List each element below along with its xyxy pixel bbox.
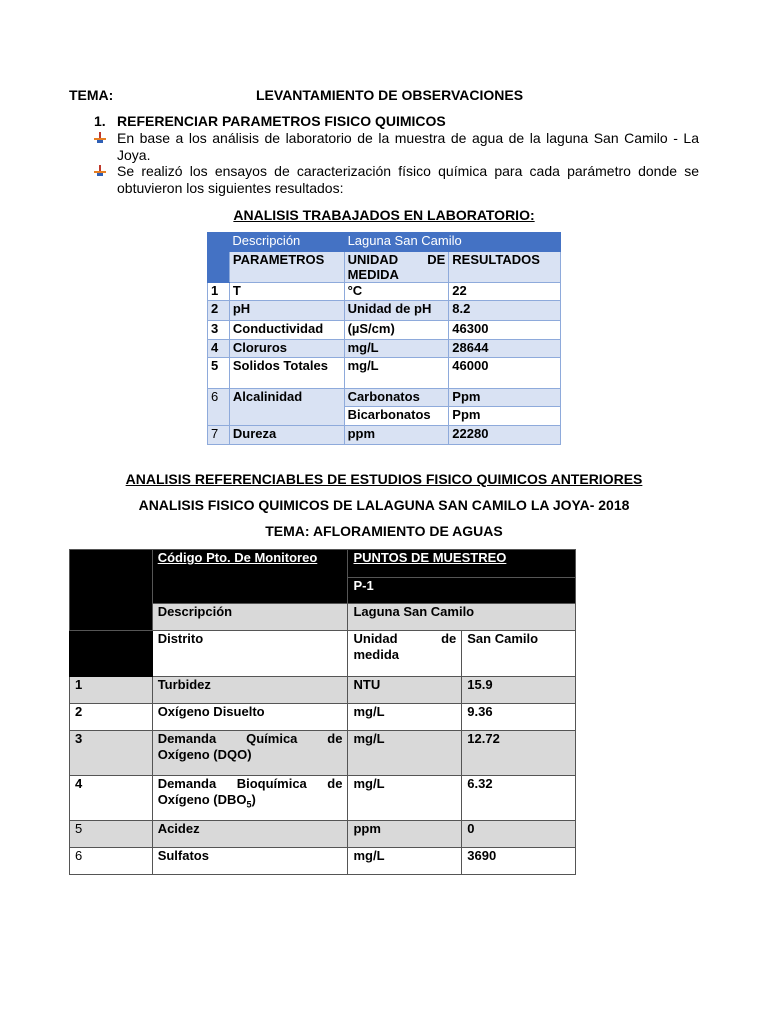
table-row (208, 426, 561, 445)
table-cell: T (229, 283, 344, 301)
table-cell: Turbidez (152, 677, 348, 704)
table-header-row (70, 550, 576, 578)
table-row (70, 731, 576, 776)
table-cell: 4 (208, 340, 230, 358)
table-cell: 3 (70, 731, 153, 776)
table-cell-part (158, 792, 343, 813)
table-cell: mg/L (344, 358, 449, 389)
table-cell: mg/L (348, 776, 462, 821)
bullet-text-1-line1: En base a los análisis de laboratorio de la muestra de agua de la laguna San Camilo - La (117, 130, 699, 146)
table-cell: pH (229, 301, 344, 321)
section-number: 1. (94, 113, 106, 129)
table-cell-part: Bioquímica (236, 776, 307, 791)
table-row (70, 704, 576, 731)
table-cell-part: de (327, 776, 343, 791)
table-cell: (µS/cm) (344, 321, 449, 340)
table-cell: Solidos Totales (229, 358, 344, 389)
table-cell: ppm (344, 426, 449, 445)
table-cell: mg/L (348, 731, 462, 776)
table-row (70, 821, 576, 848)
table1-title (0, 207, 768, 223)
section-title: REFERENCIAR PARAMETROS FISICO QUIMICOS (117, 113, 446, 129)
table-cell: 28644 (449, 340, 561, 358)
table-header-cell: Descripción (152, 604, 348, 631)
table-header-cell (348, 550, 576, 578)
table-corner-cell (208, 233, 230, 283)
table-cell: 3 (208, 321, 230, 340)
table-row (208, 301, 561, 321)
table-cell: 1 (208, 283, 230, 301)
table-cell: 5 (70, 821, 153, 848)
table-cell: 6.32 (462, 776, 576, 821)
table-cell-part: Química (246, 731, 298, 746)
table1-title-text: ANALISIS TRABAJADOS EN LABORATORIO: (233, 207, 535, 223)
table-row (70, 776, 576, 821)
table-header-row (208, 233, 561, 252)
table-header-text: Código Pto. De Monitoreo (157, 550, 318, 565)
table-cell-part: de (327, 731, 343, 746)
table-header-cell (344, 252, 449, 283)
table-subheader-row (208, 252, 561, 283)
table-cell: 9.36 (462, 704, 576, 731)
lab-analysis-table (207, 232, 561, 445)
table-cell: 15.9 (462, 677, 576, 704)
bullet-icon (94, 132, 106, 144)
table-header-cell: San Camilo (462, 631, 576, 677)
table-header-cell: Laguna San Camilo (348, 604, 576, 631)
section2-heading1 (0, 471, 768, 487)
table-cell: Sulfatos (152, 848, 348, 875)
bullet-text-1-line2: Joya. (117, 147, 151, 163)
table-cell: 46300 (449, 321, 561, 340)
table-row (70, 848, 576, 875)
table-cell: 3690 (462, 848, 576, 875)
table-cell-part: Demanda (157, 776, 217, 791)
table-cell: Unidad de pH (344, 301, 449, 321)
section2-heading3: TEMA: AFLORAMIENTO DE AGUAS (265, 523, 503, 539)
tema-value: LEVANTAMIENTO DE OBSERVACIONES (256, 87, 524, 103)
table-cell: °C (344, 283, 449, 301)
table-cell: Ppm (449, 407, 561, 426)
table-cell: mg/L (348, 704, 462, 731)
table-cell: 0 (462, 821, 576, 848)
tema-label: TEMA: (69, 87, 114, 103)
table-cell-part: Oxígeno (DBO (157, 792, 247, 807)
table-header-cell: RESULTADOS (449, 252, 561, 283)
table-cell: mg/L (348, 848, 462, 875)
table-cell: 22280 (449, 426, 561, 445)
table-cell (152, 776, 348, 821)
table-corner-cell (70, 631, 153, 677)
section2-heading1-text: ANALISIS REFERENCIABLES DE ESTUDIOS FISICO QUIMICOS ANTERIORES (125, 471, 643, 487)
table-cell: 22 (449, 283, 561, 301)
table-cell: NTU (348, 677, 462, 704)
table-header-cell: PARAMETROS (229, 252, 344, 283)
table-row (208, 321, 561, 340)
table-cell: mg/L (344, 340, 449, 358)
table-cell-part: Oxígeno (DQO) (157, 747, 252, 762)
table-cell: 1 (70, 677, 153, 704)
table-cell: Bicarbonatos (344, 407, 449, 426)
table-cell: Cloruros (229, 340, 344, 358)
table-header-part: de (441, 631, 457, 646)
table-header-part: Unidad (353, 631, 398, 646)
table-cell: Carbonatos (344, 389, 449, 407)
bullet-text-2-line2: obtuvieron los siguientes resultados: (117, 180, 344, 196)
table-header-cell: Distrito (152, 631, 348, 677)
table-cell: Dureza (229, 426, 344, 445)
table-cell: Oxígeno Disuelto (152, 704, 348, 731)
table-cell (152, 731, 348, 776)
bullet-text-2-line1: Se realizó los ensayos de caracterización físico química para cada parámetro donde se (117, 163, 699, 179)
table-cell: 2 (70, 704, 153, 731)
table-cell: 5 (208, 358, 230, 389)
reference-analysis-table (69, 549, 576, 875)
table-header-part: UNIDAD (347, 252, 399, 267)
table-cell: 4 (70, 776, 153, 821)
table-cell: Ppm (449, 389, 561, 407)
table-cell: Conductividad (229, 321, 344, 340)
table-corner-cell (70, 550, 153, 631)
table-cell: 8.2 (449, 301, 561, 321)
table-header-text: PUNTOS DE MUESTREO (353, 550, 507, 565)
table-header-cell (348, 631, 462, 677)
table-header-cell (152, 550, 348, 604)
table-subheader-row (70, 631, 576, 677)
table-cell: 46000 (449, 358, 561, 389)
section2-heading2: ANALISIS FISICO QUIMICOS DE LALAGUNA SAN CAMILO LA JOYA- 2018 (138, 497, 630, 513)
table-row (208, 389, 561, 407)
table-cell-part: ) (251, 792, 256, 807)
table-header-cell: Laguna San Camilo (344, 233, 560, 252)
table-cell: 7 (208, 426, 230, 445)
table-header-part: MEDIDA (347, 267, 399, 282)
table-cell: Alcalinidad (229, 389, 344, 426)
table-row (208, 358, 561, 389)
table-cell: 2 (208, 301, 230, 321)
table-cell-subscript: 5 (246, 799, 252, 810)
table-header-part: medida (353, 647, 399, 662)
table-cell: 6 (70, 848, 153, 875)
table-header-cell: Descripción (229, 233, 344, 252)
table-header-cell: P-1 (348, 578, 576, 604)
table-cell: ppm (348, 821, 462, 848)
table-row (208, 283, 561, 301)
table-cell: 6 (208, 389, 230, 426)
table-row (208, 340, 561, 358)
bullet-icon (94, 165, 106, 177)
table-header-part: DE (427, 252, 446, 267)
table-cell: Acidez (152, 821, 348, 848)
table-cell: 12.72 (462, 731, 576, 776)
table-cell-part: Demanda (157, 731, 217, 746)
table-row (70, 677, 576, 704)
